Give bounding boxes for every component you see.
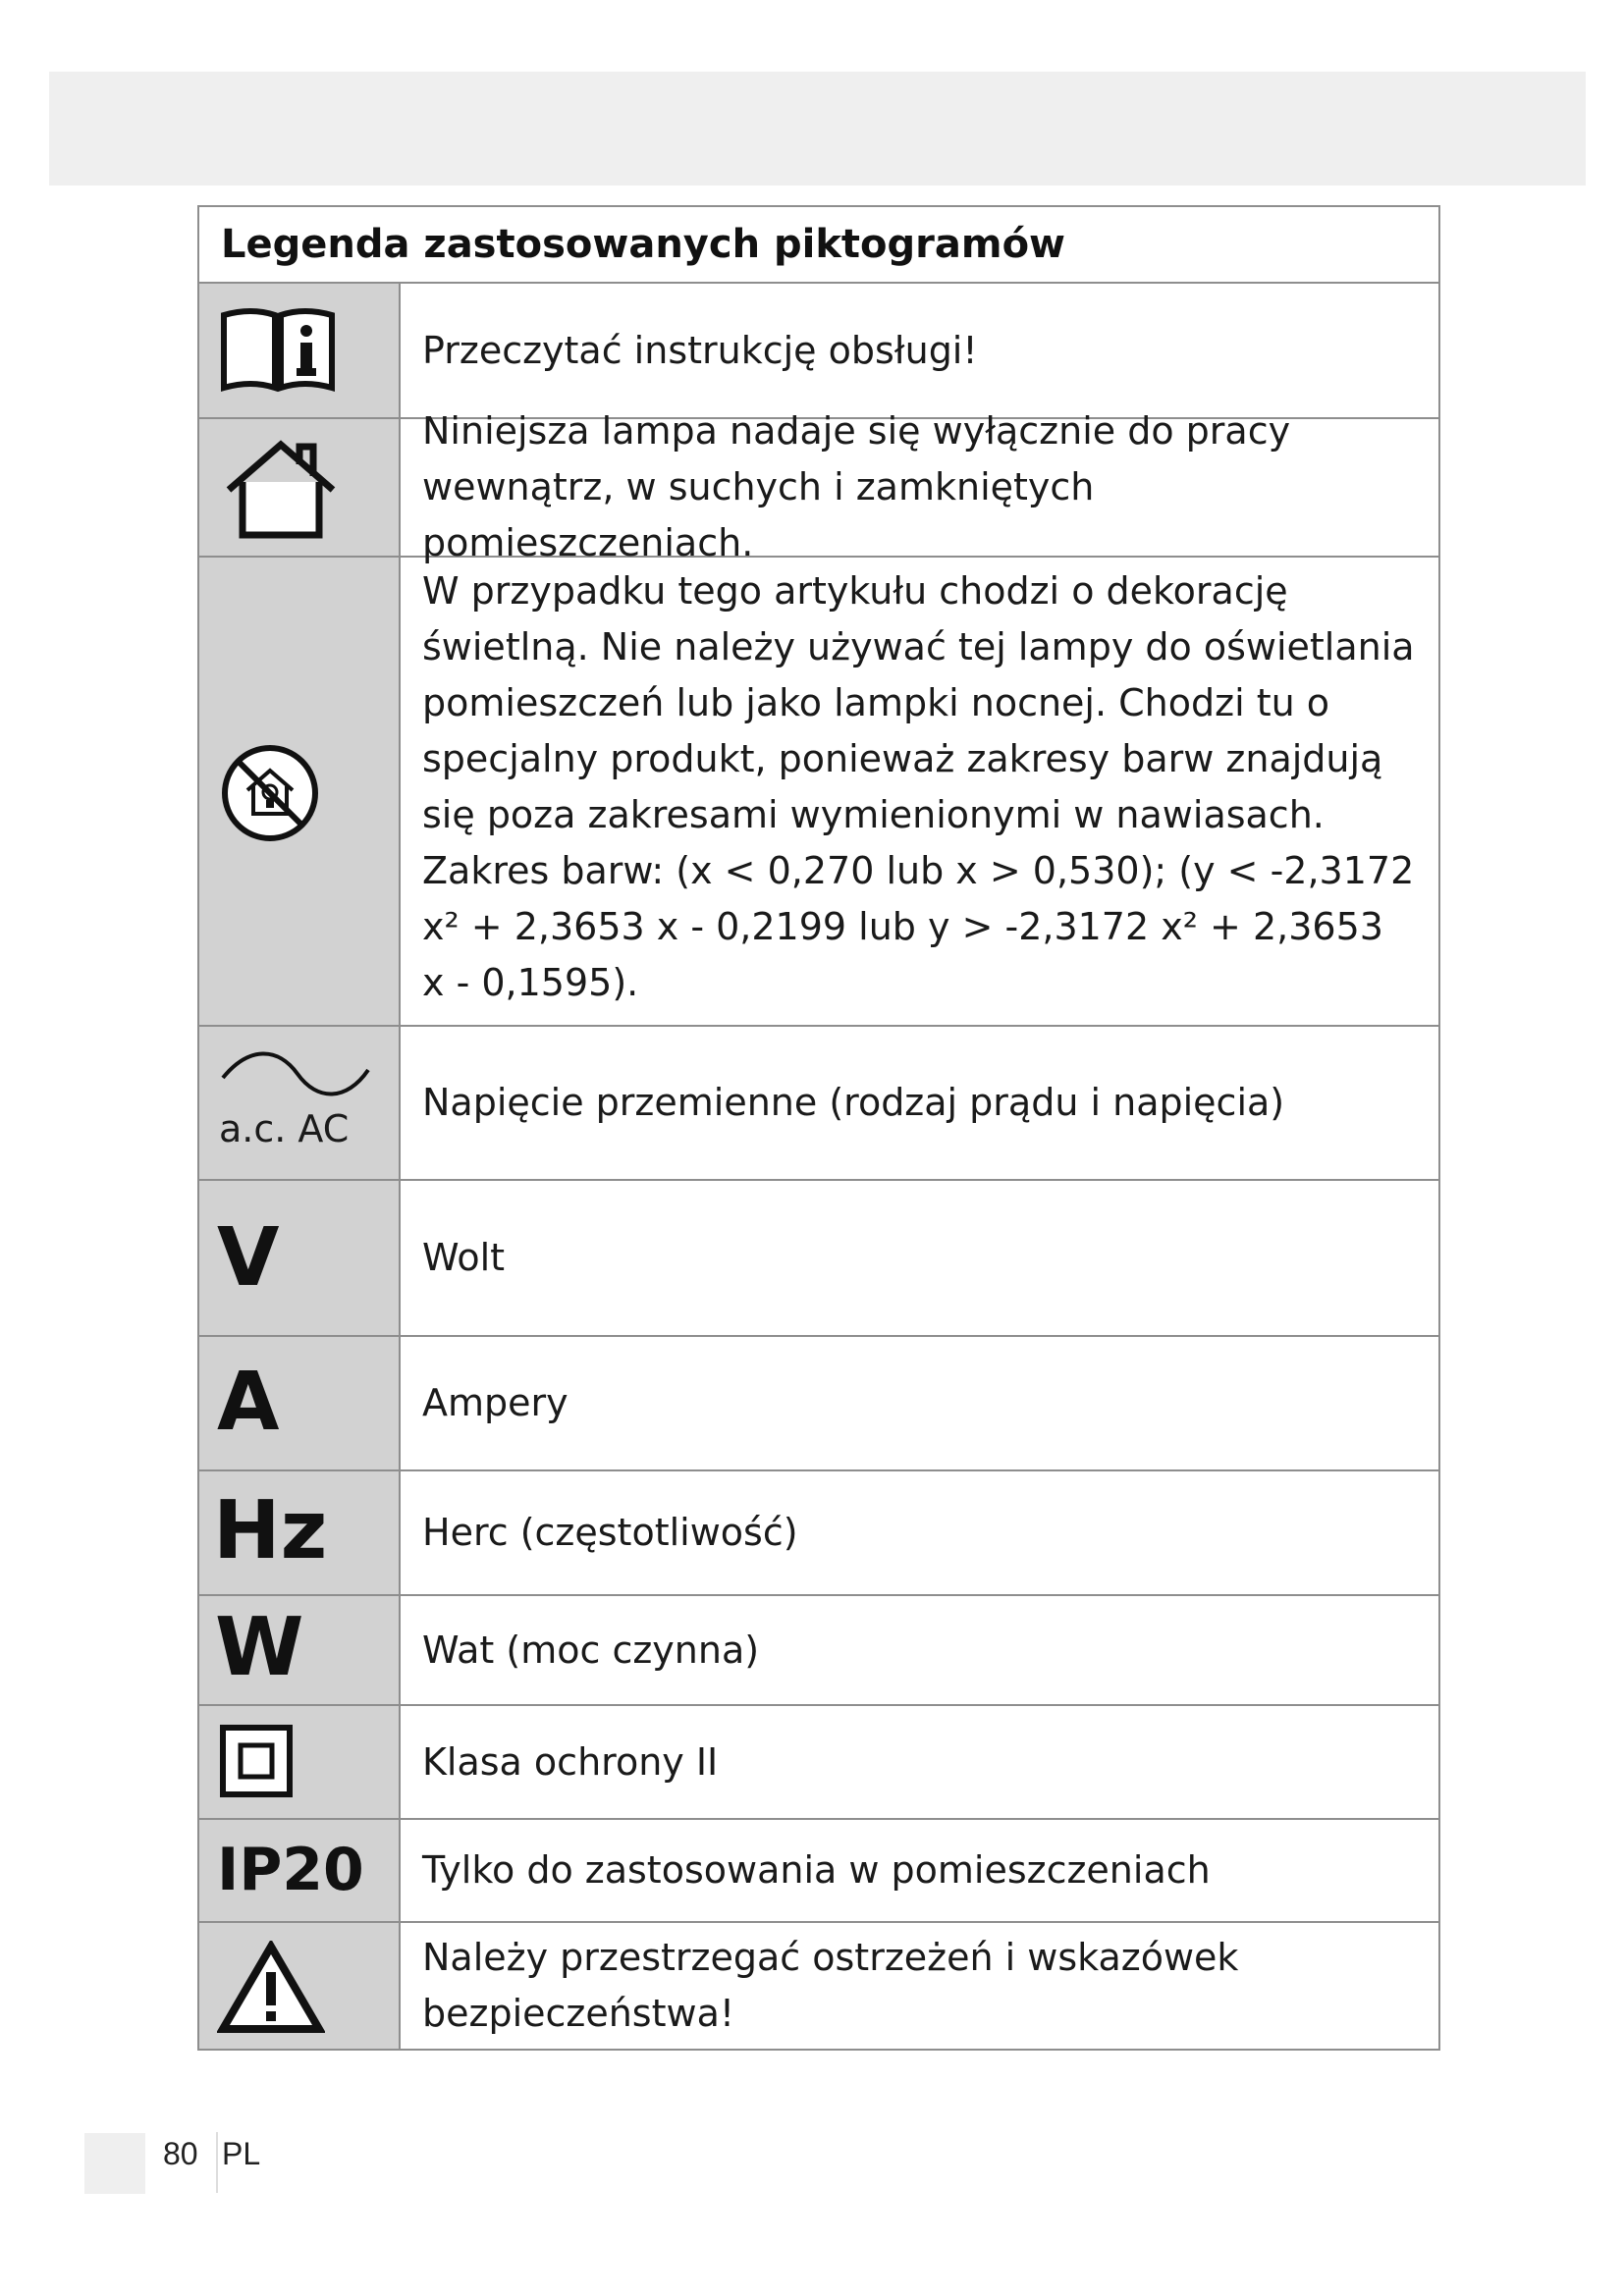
symbol-cell	[199, 1337, 401, 1469]
symbol-cell	[199, 284, 401, 417]
watt-symbol: W	[215, 1601, 304, 1694]
footer-separator	[216, 2132, 218, 2193]
symbol-cell	[199, 1596, 401, 1704]
footer-box	[84, 2133, 145, 2194]
row-description: Niniejsza lampa nadaje się wyłącznie do pracy wewnątrz, w suchych i zamkniętych pomieszczeniach.	[422, 409, 1291, 564]
alternating-current-icon	[219, 1050, 372, 1099]
color-range-text: Zakres barw: (x < 0,270 lub x > 0,530); (y < -2,3172 x² + 2,3653 x - 0,2199 lub y > -2,3172 x² + 2,3653 x - 0,1595).	[422, 849, 1415, 1004]
row-description: Ampery	[422, 1381, 568, 1424]
legend-row	[199, 1921, 1438, 2049]
not-for-room-lighting-icon	[218, 741, 322, 845]
legend-row	[199, 284, 1438, 417]
protection-class-ii-icon	[219, 1724, 294, 1798]
read-manual-icon	[218, 305, 338, 396]
row-description: Herc (częstotliwość)	[422, 1511, 798, 1554]
legend-row	[199, 1179, 1438, 1335]
symbol-cell	[199, 1027, 401, 1179]
pictogram-legend-table	[197, 205, 1440, 2051]
symbol-cell	[199, 1820, 401, 1921]
hertz-symbol: Hz	[213, 1484, 328, 1577]
row-description: Należy przestrzegać ostrzeżeń i wskazówek bezpieczeństwa!	[422, 1936, 1239, 2035]
legend-row	[199, 1594, 1438, 1704]
symbol-cell	[199, 1923, 401, 2049]
page-number: 80	[163, 2136, 198, 2171]
symbol-cell	[199, 1471, 401, 1594]
symbol-cell	[199, 558, 401, 1025]
legend-row	[199, 1704, 1438, 1818]
row-description: Tylko do zastosowania w pomieszczeniach	[422, 1848, 1211, 1892]
ip20-symbol: IP20	[217, 1836, 364, 1904]
legend-row	[199, 1025, 1438, 1179]
row-description: Przeczytać instrukcję obsługi!	[422, 328, 978, 372]
top-band	[49, 72, 1586, 186]
row-description: Napięcie przemienne (rodzaj prądu i napięcia)	[422, 1081, 1285, 1124]
legend-row	[199, 1818, 1438, 1921]
row-description: Wat (moc czynna)	[422, 1628, 760, 1672]
ampere-symbol: A	[217, 1356, 280, 1449]
symbol-cell	[199, 1706, 401, 1818]
row-description: W przypadku tego artykułu chodzi o dekorację świetlną. Nie należy używać tej lampy do oświetlania pomieszczeń lub jako lampki nocnej. Chodzi tu o specjalny produkt, ponieważ zakresy barw znajdują się poza zakresami wymienionymi w nawiasach.	[422, 569, 1415, 836]
language-code: PL	[222, 2136, 261, 2171]
volt-symbol: V	[217, 1211, 280, 1305]
legend-row	[199, 1335, 1438, 1469]
symbol-cell	[199, 1181, 401, 1335]
legend-row	[199, 1469, 1438, 1594]
row-description: Klasa ochrony II	[422, 1739, 719, 1784]
symbol-cell	[199, 419, 401, 556]
ac-label: a.c. AC	[219, 1107, 350, 1150]
legend-title: Legenda zastosowanych piktogramów	[199, 207, 1438, 284]
indoor-house-icon	[219, 437, 343, 541]
warning-triangle-icon	[217, 1941, 325, 2035]
legend-row	[199, 556, 1438, 1025]
legend-row	[199, 409, 1438, 564]
row-description: Wolt	[422, 1236, 506, 1279]
